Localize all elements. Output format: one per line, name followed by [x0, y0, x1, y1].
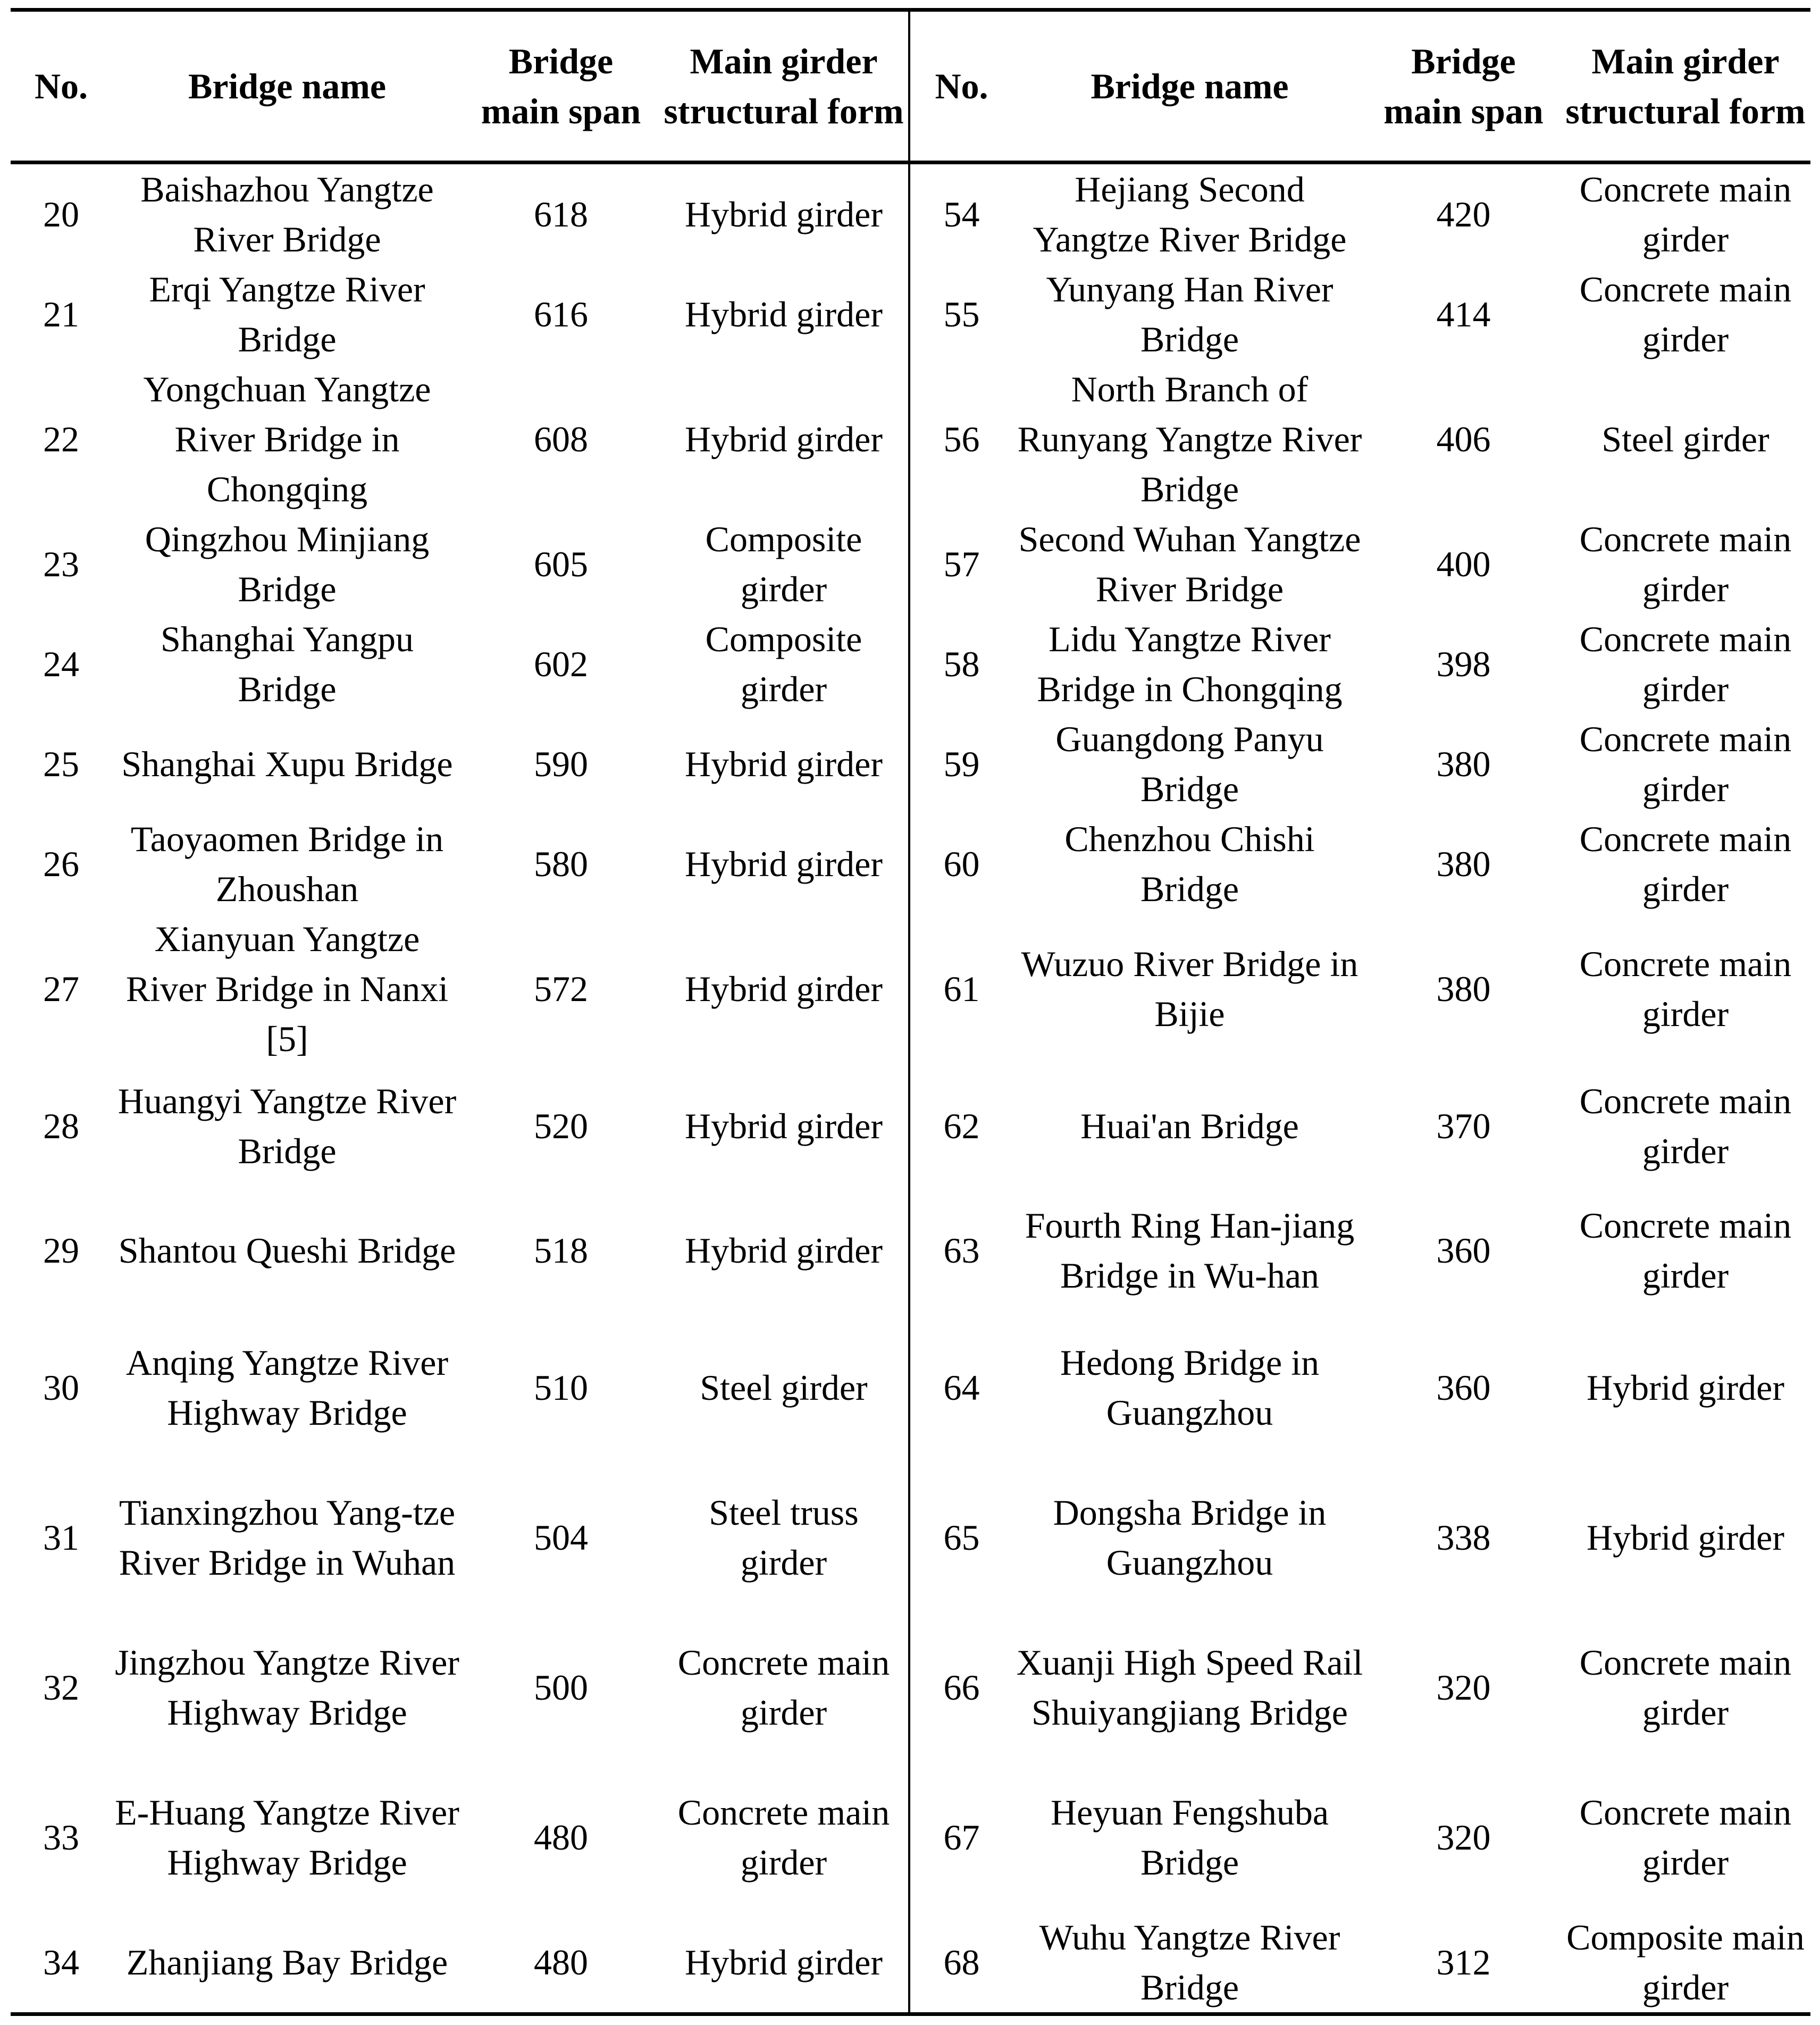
cell-span-left: 572	[534, 969, 588, 1009]
cell-span-right: 414	[1436, 294, 1491, 334]
cell-form-left: Hybrid girder	[684, 844, 883, 884]
cell-form-right: Hybrid girder	[1586, 1367, 1784, 1408]
table-row	[11, 1064, 1810, 1188]
cell-span-left: 520	[534, 1106, 588, 1146]
cell-form-right: Hybrid girder	[1586, 1517, 1784, 1558]
cell-name-right: Guangdong Panyu Bridge	[1055, 719, 1324, 809]
cell-no-right: 65	[909, 1463, 1013, 1612]
cell-no-left: 34	[43, 1942, 79, 1982]
cell-form-right: Concrete main girder	[1579, 719, 1792, 809]
cell-form-right: Steel girder	[1601, 419, 1769, 459]
table-row	[11, 814, 1810, 914]
cell-form-left: Composite girder	[705, 519, 862, 609]
cell-form-right: Concrete main girder	[1579, 519, 1792, 609]
cell-name-right: Chenzhou Chishi Bridge	[1064, 819, 1315, 909]
cell-name-right: Lidu Yangtze River Bridge in Chongqing	[1037, 619, 1343, 709]
header-row	[11, 10, 1810, 163]
cell-span-right: 398	[1436, 644, 1491, 684]
cell-name-left: Anqing Yangtze River Highway Bridge	[125, 1342, 449, 1433]
cell-no-right: 67	[909, 1762, 1013, 1912]
cell-form-left: Hybrid girder	[684, 969, 883, 1009]
header-no-left: No.	[11, 10, 112, 163]
cell-form-left: Hybrid girder	[684, 194, 883, 234]
cell-form-left: Concrete main girder	[677, 1642, 890, 1733]
cell-span-right: 400	[1436, 544, 1491, 584]
cell-form-left: Hybrid girder	[684, 419, 883, 459]
cell-span-left: 500	[534, 1667, 588, 1708]
cell-name-left: Qingzhou Minjiang Bridge	[145, 519, 430, 609]
cell-span-left: 590	[534, 744, 588, 784]
table-row	[11, 1912, 1810, 2014]
table-row	[11, 614, 1810, 714]
cell-span-right: 320	[1436, 1667, 1491, 1708]
cell-no-left: 21	[43, 294, 79, 334]
cell-span-right: 312	[1436, 1942, 1491, 1982]
cell-form-left: Hybrid girder	[684, 294, 883, 334]
cell-form-left: Composite girder	[705, 619, 862, 709]
cell-span-left: 580	[534, 844, 588, 884]
cell-name-left: E-Huang Yangtze River Highway Bridge	[115, 1792, 459, 1883]
table-row	[11, 1612, 1810, 1762]
cell-span-left: 618	[534, 194, 588, 234]
cell-name-right: Fourth Ring Han-jiang Bridge in Wu-han	[1025, 1205, 1355, 1296]
cell-no-left: 29	[43, 1230, 79, 1271]
cell-span-left: 605	[534, 544, 588, 584]
table-row	[11, 1188, 1810, 1313]
cell-form-right: Concrete main girder	[1579, 1205, 1792, 1296]
header-span-left: Bridge main span	[463, 10, 659, 163]
header-span-right: Bridge main span	[1366, 10, 1561, 163]
cell-name-left: Xianyuan Yangtze River Bridge in Nanxi [5]	[125, 919, 449, 1059]
cell-form-left: Hybrid girder	[684, 744, 883, 784]
cell-name-left: Huangyi Yangtze River Bridge	[118, 1081, 457, 1171]
cell-name-left: Shantou Queshi Bridge	[118, 1230, 456, 1271]
cell-form-left: Steel truss girder	[709, 1492, 859, 1583]
header-form-left: Main girder structural form	[659, 10, 909, 163]
cell-name-right: Hedong Bridge in Guangzhou	[1060, 1342, 1320, 1433]
cell-name-left: Erqi Yangtze River Bridge	[149, 269, 425, 359]
cell-span-right: 320	[1436, 1817, 1491, 1858]
cell-name-right: Yunyang Han River Bridge	[1046, 269, 1333, 359]
cell-name-right: Hejiang Second Yangtze River Bridge	[1033, 169, 1347, 259]
cell-name-left: Zhanjiang Bay Bridge	[126, 1942, 448, 1982]
cell-name-right: Huai'an Bridge	[1080, 1106, 1299, 1146]
cell-span-left: 480	[534, 1817, 588, 1858]
cell-name-right: Dongsha Bridge in Guangzhou	[1053, 1492, 1327, 1583]
cell-name-right: Second Wuhan Yangtze River Bridge	[1018, 519, 1361, 609]
cell-span-right: 360	[1436, 1230, 1491, 1271]
header-no-right: No.	[909, 10, 1013, 163]
cell-name-right: Xuanji High Speed Rail Shuiyangjiang Bridge	[1016, 1642, 1363, 1733]
cell-span-right: 338	[1436, 1517, 1491, 1558]
cell-no-left: 27	[43, 969, 79, 1009]
table-row	[11, 1313, 1810, 1463]
cell-no-left: 32	[43, 1667, 79, 1708]
table-row	[11, 264, 1810, 364]
cell-span-right: 380	[1436, 969, 1491, 1009]
cell-form-right: Concrete main girder	[1579, 269, 1792, 359]
cell-name-left: Jingzhou Yangtze River Highway Bridge	[115, 1642, 459, 1733]
cell-span-left: 608	[534, 419, 588, 459]
cell-name-left: Tianxingzhou Yang-tze River Bridge in Wuhan	[119, 1492, 456, 1583]
cell-form-right: Concrete main girder	[1579, 169, 1792, 259]
cell-no-left: 26	[43, 844, 79, 884]
cell-form-left: Hybrid girder	[684, 1942, 883, 1982]
cell-form-right: Concrete main girder	[1579, 1792, 1792, 1883]
cell-span-right: 360	[1436, 1367, 1491, 1408]
table-row	[11, 514, 1810, 614]
cell-form-left: Hybrid girder	[684, 1230, 883, 1271]
cell-no-right: 54	[909, 163, 1013, 265]
cell-name-right: North Branch of Runyang Yangtze River Bridge	[1017, 369, 1362, 509]
cell-no-right: 59	[909, 714, 1013, 814]
cell-form-right: Concrete main girder	[1579, 619, 1792, 709]
cell-name-right: Wuhu Yangtze River Bridge	[1039, 1917, 1340, 2007]
header-name-right: Bridge name	[1013, 10, 1366, 163]
cell-form-right: Concrete main girder	[1579, 1642, 1792, 1733]
cell-no-left: 24	[43, 644, 79, 684]
table-row	[11, 914, 1810, 1064]
cell-form-left: Steel girder	[700, 1367, 868, 1408]
cell-no-right: 56	[909, 364, 1013, 514]
cell-no-right: 60	[909, 814, 1013, 914]
cell-no-right: 62	[909, 1064, 1013, 1188]
cell-no-left: 31	[43, 1517, 79, 1558]
cell-no-right: 64	[909, 1313, 1013, 1463]
cell-span-right: 380	[1436, 744, 1491, 784]
table-row	[11, 1463, 1810, 1612]
table-row	[11, 163, 1810, 265]
table-row	[11, 1762, 1810, 1912]
cell-form-right: Concrete main girder	[1579, 819, 1792, 909]
cell-name-left: Shanghai Xupu Bridge	[121, 744, 453, 784]
cell-form-right: Concrete main girder	[1579, 944, 1792, 1034]
cell-no-right: 63	[909, 1188, 1013, 1313]
cell-form-right: Concrete main girder	[1579, 1081, 1792, 1171]
cell-name-right: Heyuan Fengshuba Bridge	[1050, 1792, 1329, 1883]
cell-span-right: 370	[1436, 1106, 1491, 1146]
cell-no-right: 68	[909, 1912, 1013, 2014]
cell-no-right: 55	[909, 264, 1013, 364]
cell-name-left: Taoyaomen Bridge in Zhoushan	[130, 819, 444, 909]
cell-no-left: 25	[43, 744, 79, 784]
cell-no-left: 28	[43, 1106, 79, 1146]
cell-name-left: Shanghai Yangpu Bridge	[160, 619, 414, 709]
cell-no-left: 23	[43, 544, 79, 584]
cell-form-right: Composite main girder	[1566, 1917, 1805, 2007]
cell-span-left: 518	[534, 1230, 588, 1271]
cell-no-left: 20	[43, 194, 79, 234]
header-form-right: Main girder structural form	[1561, 10, 1810, 163]
table-row	[11, 714, 1810, 814]
cell-no-right: 57	[909, 514, 1013, 614]
cell-form-left: Concrete main girder	[677, 1792, 890, 1883]
cell-no-right: 66	[909, 1612, 1013, 1762]
cell-span-left: 616	[534, 294, 588, 334]
cell-span-right: 420	[1436, 194, 1491, 234]
cell-form-left: Hybrid girder	[684, 1106, 883, 1146]
cell-no-right: 58	[909, 614, 1013, 714]
cell-span-right: 380	[1436, 844, 1491, 884]
cell-no-right: 61	[909, 914, 1013, 1064]
cell-span-left: 510	[534, 1367, 588, 1408]
cell-span-right: 406	[1436, 419, 1491, 459]
cell-no-left: 22	[43, 419, 79, 459]
cell-no-left: 33	[43, 1817, 79, 1858]
header-name-left: Bridge name	[112, 10, 463, 163]
table-body	[11, 163, 1810, 2014]
table-row	[11, 364, 1810, 514]
bridge-span-table	[11, 8, 1810, 2016]
cell-name-left: Baishazhou Yangtze River Bridge	[140, 169, 434, 259]
cell-name-right: Wuzuo River Bridge in Bijie	[1021, 944, 1358, 1034]
cell-no-left: 30	[43, 1367, 79, 1408]
cell-span-left: 480	[534, 1942, 588, 1982]
cell-span-left: 504	[534, 1517, 588, 1558]
cell-span-left: 602	[534, 644, 588, 684]
cell-name-left: Yongchuan Yangtze River Bridge in Chongqing	[143, 369, 431, 509]
